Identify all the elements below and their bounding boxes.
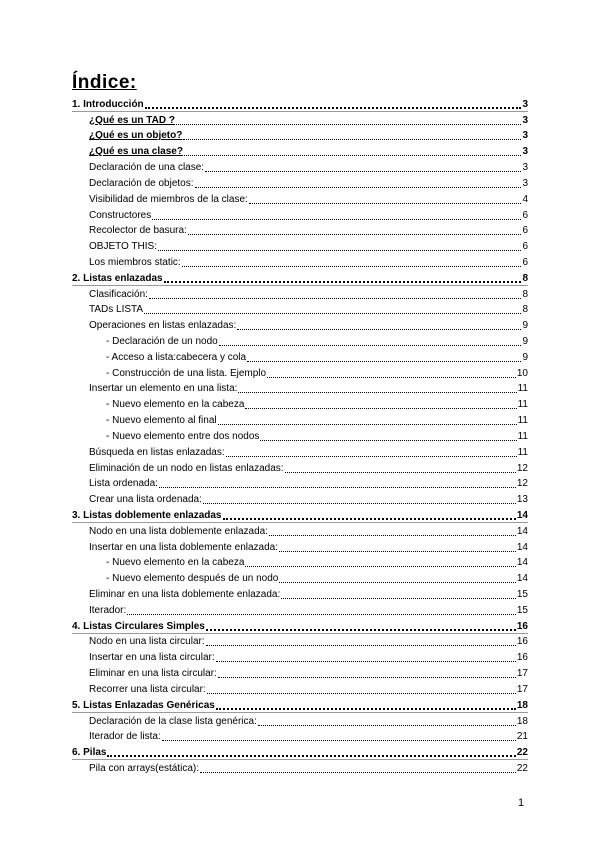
toc-entry-label: Insertar en una lista circular: <box>89 652 215 664</box>
toc-entry-page: 8 <box>522 304 528 316</box>
dot-leader <box>281 597 516 599</box>
dot-leader <box>216 660 516 662</box>
toc-entry[interactable] <box>72 333 528 349</box>
toc-entry-page: 13 <box>516 494 528 506</box>
toc-entry-page: 9 <box>522 351 528 363</box>
dot-leader <box>218 676 516 678</box>
toc-entry[interactable] <box>72 302 528 318</box>
toc-entry[interactable] <box>72 365 528 381</box>
dot-leader <box>145 106 522 109</box>
toc-entry-label: Clasificación: <box>89 288 148 300</box>
toc-entry[interactable] <box>72 286 528 302</box>
toc-entry[interactable] <box>72 570 528 586</box>
toc-entry-label: Nodo en una lista circular: <box>89 636 205 648</box>
toc-entry[interactable] <box>72 238 528 254</box>
toc-entry[interactable] <box>72 681 528 697</box>
toc-title: Índice: <box>72 72 137 93</box>
dot-leader <box>279 581 516 583</box>
toc-entry[interactable] <box>72 523 528 539</box>
dot-leader <box>203 502 516 504</box>
toc-entry-label: Insertar un elemento en una lista: <box>89 383 238 395</box>
dot-leader <box>149 297 522 299</box>
dot-leader <box>158 249 521 251</box>
dot-leader <box>269 534 516 536</box>
toc-entry-page: 9 <box>522 336 528 347</box>
toc-entry[interactable] <box>72 491 528 507</box>
toc-entry[interactable] <box>72 112 528 128</box>
toc-entry[interactable] <box>72 143 528 159</box>
toc-entry[interactable] <box>72 555 528 571</box>
toc-entry[interactable] <box>72 207 528 223</box>
dot-leader <box>245 407 516 409</box>
toc-entry-page: 11 <box>517 383 528 395</box>
toc-entry-label: Eliminar en una lista circular: <box>89 668 217 680</box>
toc-entry-page: 8 <box>522 288 528 300</box>
toc-entry[interactable] <box>72 665 528 681</box>
dot-leader <box>226 455 517 457</box>
toc-entry[interactable] <box>72 175 528 191</box>
toc-entry-label: Declaración de la clase lista genérica: <box>89 715 257 727</box>
toc-entry-page: 21 <box>516 731 528 743</box>
toc-entry-label: Recolector de basura: <box>89 225 187 237</box>
dot-leader <box>260 439 516 441</box>
toc-entry-label: - Acceso a lista:cabecera y cola <box>106 351 247 363</box>
dot-leader <box>183 138 521 140</box>
dot-leader <box>206 644 516 646</box>
toc-entry[interactable] <box>72 396 528 412</box>
toc-entry-label: Declaración de una clase: <box>89 162 205 174</box>
toc-entry-label: - Nuevo elemento al final <box>106 415 217 427</box>
toc-entry-label: Búsqueda en listas enlazadas: <box>89 446 225 458</box>
toc-entry-label: Operaciones en listas enlazadas: <box>89 320 237 332</box>
dot-leader <box>184 154 522 156</box>
toc-entry-label: ¿Qué es un objeto? <box>89 130 183 142</box>
toc-entry-page: 11 <box>517 430 528 442</box>
toc-entry-page: 22 <box>516 747 528 759</box>
toc-entry-page: 10 <box>516 367 528 379</box>
toc-entry-label: Lista ordenada: <box>89 478 158 490</box>
dot-leader <box>207 692 516 694</box>
dot-leader <box>249 202 522 204</box>
toc-entry-label: - Nuevo elemento después de un nodo <box>106 573 279 585</box>
toc-entry-page: 14 <box>516 541 528 553</box>
dot-leader <box>218 423 517 425</box>
toc-entry-label: Crear una lista ordenada: <box>89 494 202 506</box>
dot-leader <box>267 376 516 378</box>
toc-entry[interactable] <box>72 713 528 729</box>
toc-entry[interactable] <box>72 460 528 476</box>
toc-entry-label: Declaración de objetos: <box>89 177 194 189</box>
toc-entry[interactable] <box>72 223 528 239</box>
toc-entry[interactable] <box>72 381 528 397</box>
toc-entry-label: Constructores <box>89 209 152 221</box>
toc-entry-page: 18 <box>516 699 528 711</box>
toc-entry[interactable] <box>72 539 528 555</box>
toc-entry-page: 17 <box>516 668 528 680</box>
toc-entry[interactable] <box>72 507 528 523</box>
dot-leader <box>237 328 521 330</box>
dot-leader <box>247 360 521 362</box>
page-number: 1 <box>518 797 525 809</box>
dot-leader <box>127 613 516 615</box>
dot-leader <box>279 550 516 552</box>
dot-leader <box>245 565 515 567</box>
dot-leader <box>285 471 516 473</box>
toc-entry-page: 3 <box>522 130 528 142</box>
toc-entry-page: 12 <box>516 462 528 474</box>
toc-entry[interactable] <box>72 317 528 333</box>
toc-entry-label: - Nuevo elemento en la cabeza <box>106 557 245 569</box>
toc-entry-page: 14 <box>516 557 528 569</box>
toc-entry-page: 16 <box>516 620 528 632</box>
toc-entry-page: 3 <box>522 98 528 110</box>
dot-leader <box>107 754 515 757</box>
toc-entry-page: 6 <box>522 209 528 221</box>
toc-entry-label: Eliminar en una lista doblemente enlazada: <box>89 589 281 600</box>
toc-entry-label: ¿Qué es un TAD ? <box>89 114 175 126</box>
toc-entry-page: 8 <box>522 272 528 284</box>
dot-leader <box>238 391 516 393</box>
dot-leader <box>176 123 522 125</box>
toc-entry[interactable] <box>72 602 528 618</box>
toc-entry-label: 3. Listas doblemente enlazadas <box>72 509 222 521</box>
toc-entry-page: 4 <box>522 193 528 205</box>
toc-entry-page: 6 <box>522 256 528 268</box>
dot-leader <box>223 517 516 520</box>
toc-entry-label: - Nuevo elemento en la cabeza <box>106 399 245 411</box>
dot-leader <box>162 739 516 741</box>
toc-entry-label: Nodo en una lista doblemente enlazada: <box>89 525 269 537</box>
toc-entry[interactable] <box>72 128 528 144</box>
dot-leader <box>188 233 522 235</box>
toc-entry[interactable] <box>72 618 528 634</box>
toc-entry-label: OBJETO THIS: <box>89 241 157 253</box>
toc-entry-page: 11 <box>517 399 528 411</box>
toc-entry[interactable] <box>72 649 528 665</box>
dot-leader <box>200 771 516 773</box>
toc-entry-page: 3 <box>522 162 528 174</box>
toc-entry[interactable] <box>72 349 528 365</box>
dot-leader <box>164 280 522 283</box>
toc-entry[interactable] <box>72 191 528 207</box>
dot-leader <box>258 724 516 726</box>
toc-entry-label: Iterador de lista: <box>89 731 161 743</box>
dot-leader <box>206 628 516 631</box>
toc-entry-page: 6 <box>522 225 528 237</box>
toc-entry-page: 11 <box>517 446 528 458</box>
toc-entry[interactable] <box>72 697 528 713</box>
toc-entry[interactable] <box>72 159 528 175</box>
toc-entry-label: 6. Pilas <box>72 747 107 759</box>
toc-entry-label: Iterador: <box>89 604 127 616</box>
toc-entry-page: 3 <box>522 146 528 158</box>
toc-entry[interactable] <box>72 476 528 492</box>
toc-entry-label: Visibilidad de miembros de la clase: <box>89 193 248 205</box>
toc-entry[interactable] <box>72 412 528 428</box>
toc-entry-label: Recorrer una lista circular: <box>89 683 206 695</box>
dot-leader <box>219 344 522 346</box>
toc-entry-page: 3 <box>522 114 528 126</box>
toc-entry[interactable] <box>72 586 528 602</box>
toc-entry-label: - Construcción de una lista. Ejemplo <box>106 367 267 379</box>
toc-entry-label: 2. Listas enlazadas <box>72 272 163 284</box>
toc-entry-page: 18 <box>516 715 528 727</box>
dot-leader <box>144 312 521 314</box>
toc-entry[interactable] <box>72 729 528 745</box>
toc-entry[interactable] <box>72 270 528 286</box>
toc-entry-label: Los miembros static: <box>89 256 181 268</box>
toc-entry[interactable] <box>72 254 528 270</box>
toc-entry-page: 11 <box>517 415 528 427</box>
toc-entry[interactable] <box>72 428 528 444</box>
dot-leader <box>159 486 516 488</box>
toc-entry-label: Insertar en una lista doblemente enlazada: <box>89 541 279 553</box>
toc-entry-page: 15 <box>516 604 528 616</box>
toc-entry-label: 5. Listas Enlazadas Genéricas <box>72 699 215 711</box>
table-of-contents <box>72 96 528 776</box>
dot-leader <box>195 186 522 188</box>
toc-entry-label: - Nuevo elemento entre dos nodos <box>106 430 260 442</box>
toc-entry-page: 12 <box>516 478 528 490</box>
dot-leader <box>182 265 522 267</box>
toc-entry-label: 1. Introducción <box>72 98 144 110</box>
toc-entry-page: 6 <box>522 241 528 253</box>
toc-entry-page: 22 <box>516 762 528 774</box>
toc-entry-page: 14 <box>516 525 528 537</box>
toc-entry-page: 16 <box>516 652 528 664</box>
toc-entry-page: 15 <box>516 589 528 600</box>
toc-entry-page: 14 <box>516 509 528 521</box>
toc-entry[interactable] <box>72 96 528 112</box>
toc-entry[interactable] <box>72 760 528 776</box>
toc-entry-label: Eliminación de un nodo en listas enlazadas: <box>89 462 284 474</box>
toc-entry-page: 17 <box>516 683 528 695</box>
dot-leader <box>152 218 521 220</box>
toc-entry-page: 14 <box>516 573 528 585</box>
toc-entry-page: 16 <box>516 636 528 648</box>
toc-entry-label: ¿Qué es una clase? <box>89 146 183 158</box>
toc-entry-page: 3 <box>522 177 528 189</box>
toc-entry-page: 9 <box>522 320 528 332</box>
toc-entry[interactable] <box>72 634 528 650</box>
dot-leader <box>216 707 516 710</box>
toc-entry-label: TADs LISTA <box>89 304 144 316</box>
toc-entry-label: Pila con arrays(estática): <box>89 762 200 774</box>
dot-leader <box>205 170 521 172</box>
toc-entry[interactable] <box>72 744 528 760</box>
toc-entry-label: - Declaración de un nodo <box>106 336 218 347</box>
toc-entry[interactable] <box>72 444 528 460</box>
toc-entry-label: 4. Listas Circulares Simples <box>72 620 205 632</box>
